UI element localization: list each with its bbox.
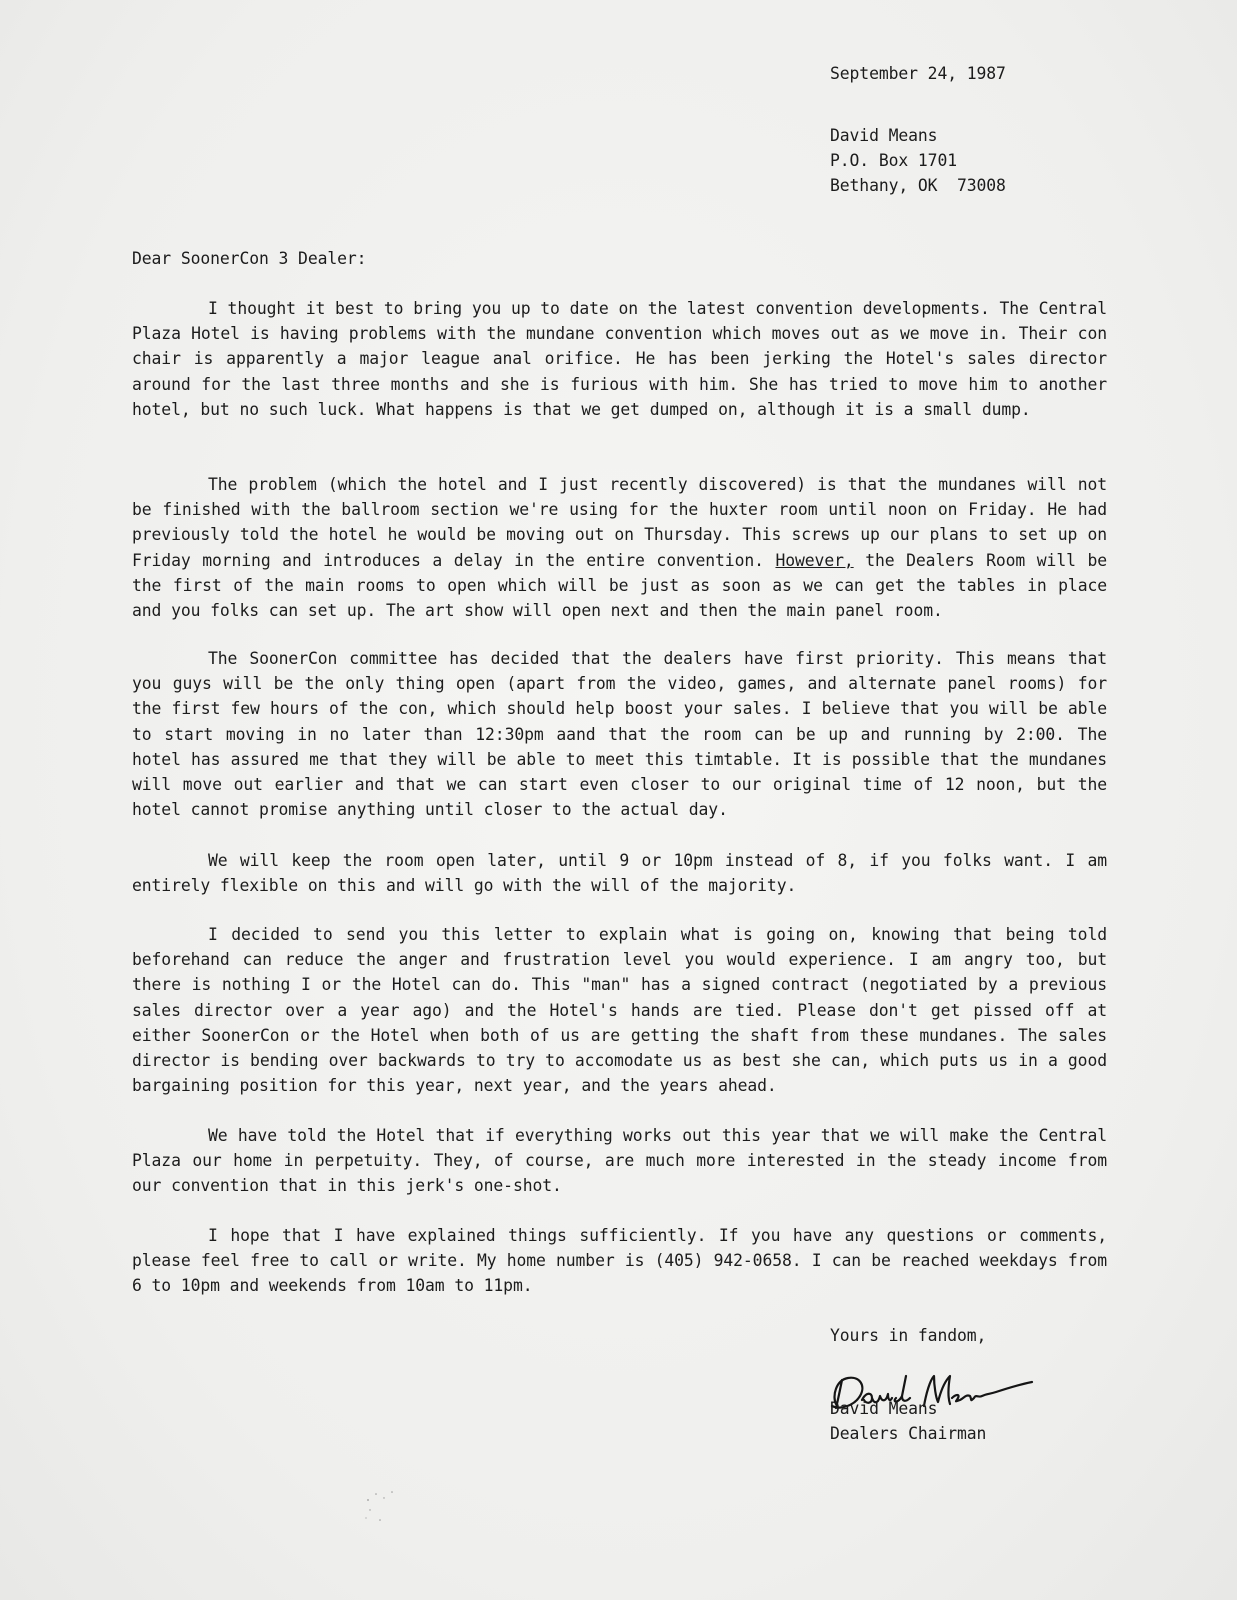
paragraph-2 bbox=[132, 472, 1107, 623]
paragraph-1: I thought it best to bring you up to date on the latest convention developments. The Central Plaza Hotel is having problems with the mundane convention which moves out as we move in. Their con chair is apparently a major league anal orifice. He has been jerking the Hotel's sales director around for the last three months and she is furious with him. She has tried to move him to another hotel, but no such luck. What happens is that we get dumped on, although it is a small dump. bbox=[132, 299, 1107, 419]
paragraph-7: I hope that I have explained things sufficiently. If you have any questions or comments, please feel free to call or write. My home number is (405) 942-0658. I can be reached weekdays from 6 to 10pm and weekends from 10am to 11pm. bbox=[132, 1226, 1107, 1296]
paragraph-2-text-b: the Dealers Room will be the first of the main rooms to open which will be just as soon as we can get the tables in place and you folks can set up. The art show will open next and then the main panel room. bbox=[132, 550, 1108, 621]
paragraph-4: We will keep the room open later, until 9 or 10pm instead of 8, if you folks want. I am entirely flexible on this and will go with the will of the majority. bbox=[132, 851, 1107, 896]
valediction: Yours in fandom, bbox=[830, 1326, 987, 1345]
sender-name: David Means bbox=[830, 126, 938, 145]
sender-address-line1: P.O. Box 1701 bbox=[830, 151, 957, 170]
underlined-word: However, bbox=[775, 550, 854, 570]
paragraph-6: We have told the Hotel that if everything works out this year that we will make the Central Plaza our home in perpetuity. They, of course, are much more interested in the steady income from our convention that in this jerk's one-shot. bbox=[132, 1126, 1107, 1196]
salutation: Dear SoonerCon 3 Dealer: bbox=[132, 249, 367, 268]
paragraph-2-text-a: The problem (which the hotel and I just recently discovered) is that the mundanes will not be finished with the ballroom section we're using for the huxter room until noon on Friday. He had previously told the hotel he would be moving out on Thursday. This screws up our plans to set up on Friday morning and introduces a delay in the entire convention. bbox=[132, 475, 1107, 570]
letter-date: September 24, 1987 bbox=[830, 64, 1006, 83]
paper-specks bbox=[362, 1490, 412, 1530]
sender-address-line2: Bethany, OK 73008 bbox=[830, 176, 1006, 195]
signer-name: David Means bbox=[830, 1399, 938, 1418]
paragraph-5: I decided to send you this letter to explain what is going on, knowing that being told beforehand can reduce the anger and frustration level you would experience. I am angry too, but there is nothing I or the Hotel can do. This "man" has a signed contract (negotiated by a previous sales director over a year ago) and the Hotel's hands are tied. Please don't get pissed off at either SoonerCon or the Hotel when both of us are getting the shaft from these mundanes. The sales director is bending over backwards to try to accomodate us as best she can, which puts us in a good bargaining position for this year, next year, and the years ahead. bbox=[132, 925, 1107, 1096]
paragraph-3: The SoonerCon committee has decided that the dealers have first priority. This means that you guys will be the only thing open (apart from the video, games, and alternate panel rooms) for the first few hours of the con, which should help boost your sales. I believe that you will be able to start moving in no later than 12:30pm aand that the room can be up and running by 2:00. The hotel has assured me that they will be able to meet this timtable. It is possible that the mundanes will move out earlier and that we can start even closer to our original time of 12 noon, but the hotel cannot promise anything until closer to the actual day. bbox=[132, 649, 1107, 820]
signer-title: Dealers Chairman bbox=[830, 1424, 987, 1443]
